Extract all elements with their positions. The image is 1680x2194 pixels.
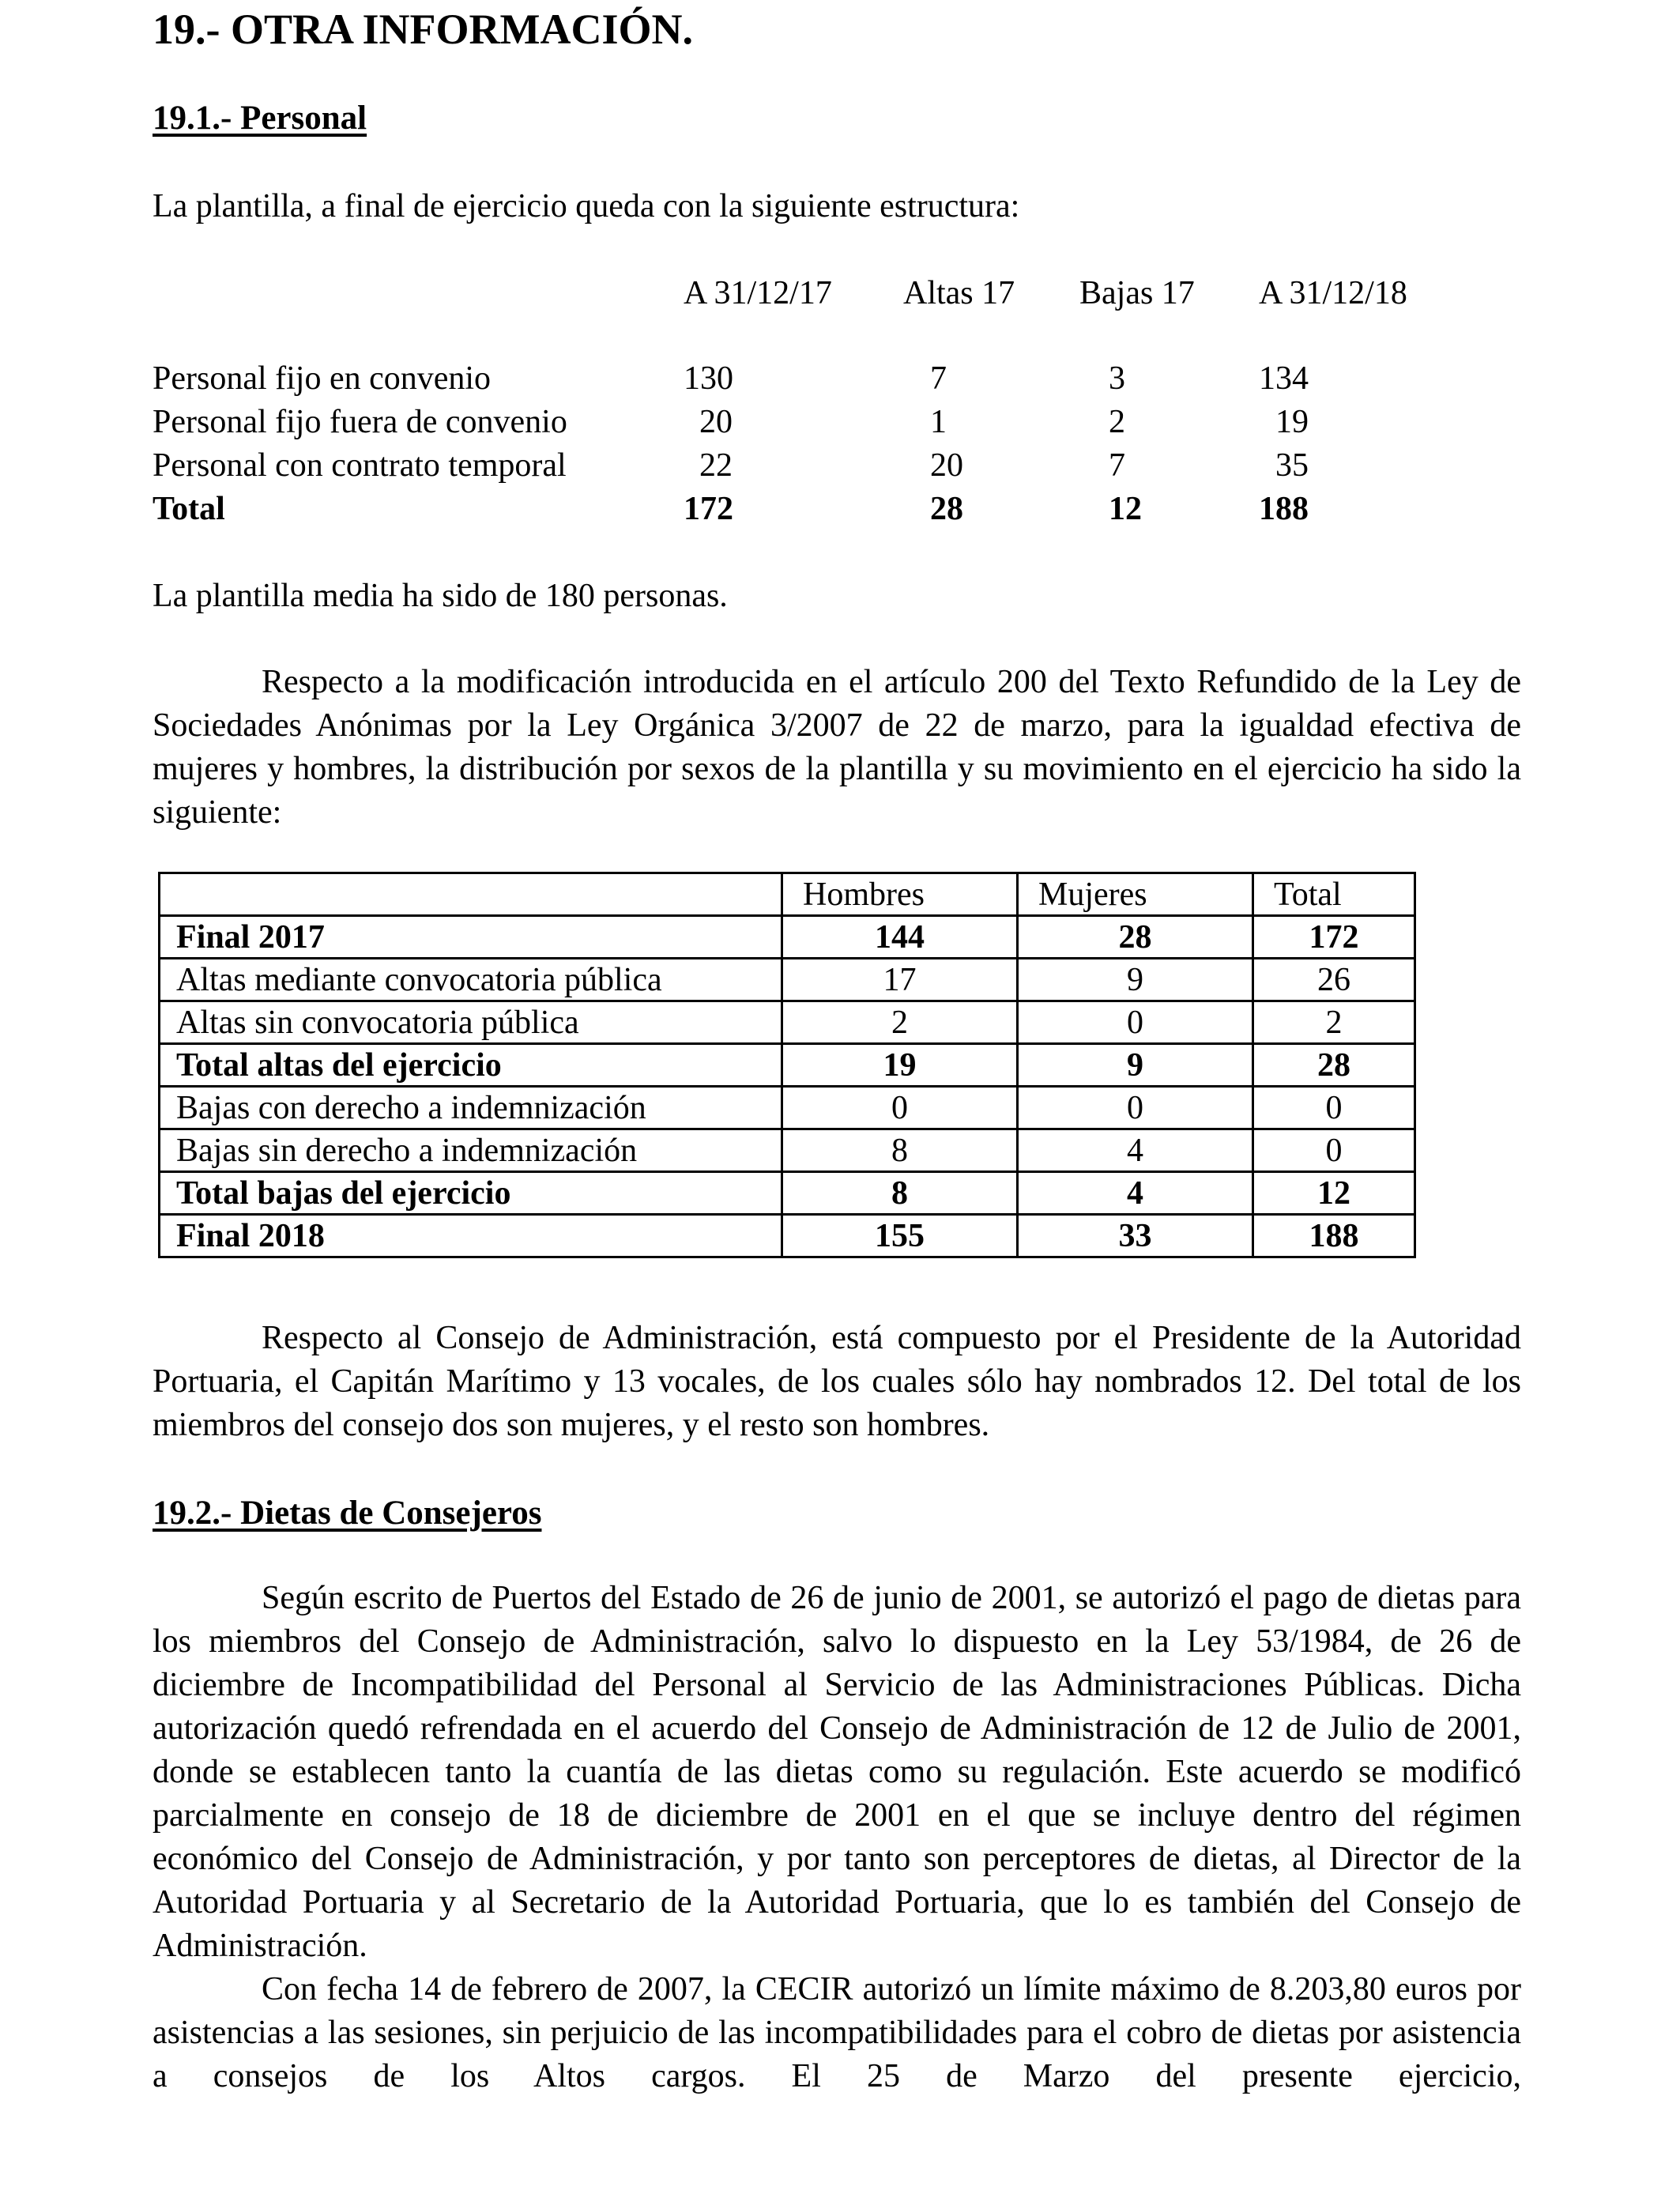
cell: 17	[782, 959, 1018, 1001]
cell: 0	[1253, 1087, 1415, 1129]
row-label: Altas mediante convocatoria pública	[160, 959, 782, 1001]
cell: 144	[782, 916, 1018, 959]
table-row	[160, 1087, 1415, 1129]
staff-header-3: Bajas 17	[1079, 275, 1195, 311]
row-label: Bajas sin derecho a indemnización	[160, 1129, 782, 1172]
dietas-paragraph-1: Según escrito de Puertos del Estado de 26 de junio de 2001, se autorizó el pago de dietas para los miembros del Consejo de Administración, salvo lo dispuesto en la Ley 53/1984, de 26 de diciembre de Incompatibilidad del Personal al Servicio de las Administraciones Públicas. Dicha autorización quedó refrendada en el acuerdo del Consejo de Administración de 12 de Julio de 2001, donde se establecen tanto la cuantía de las dietas como su regulación. Este acuerdo se modificó parcialmente en consejo de 18 de diciembre de 2001 en el que se incluye dentro del régimen económico del Consejo de Administración, y por tanto son perceptores de dietas, al Director de la Autoridad Portuaria y al Secretario de la Autoridad Portuaria, que lo es también del Consejo de Administración.	[153, 1580, 1521, 1964]
staff-cell: 188	[1259, 491, 1309, 527]
staff-row-label: Personal con contrato temporal	[153, 447, 567, 484]
row-label: Total bajas del ejercicio	[160, 1172, 782, 1215]
cell: 0	[1018, 1001, 1253, 1044]
board-paragraph	[153, 1317, 1521, 1447]
dietas-paragraphs	[153, 1577, 1521, 2098]
section-title-dietas: 19.2.- Dietas de Consejeros	[153, 1495, 542, 1532]
staff-cell: 22	[699, 447, 733, 484]
staff-cell: 7	[930, 360, 947, 397]
gender-paragraph-text: Respecto a la modificación introducida en el artículo 200 del Texto Refundido de la Ley de Sociedades Anónimas por la Ley Orgánica 3/2007 de 22 de marzo, para la igualdad efectiva de mujeres y hombres, la distribución por sexos de la plantilla y su movimiento en el ejercicio ha sido la siguiente:	[153, 664, 1521, 831]
staff-cell: 7	[1109, 447, 1125, 484]
staff-cell: 130	[684, 360, 733, 397]
cell: 8	[782, 1129, 1018, 1172]
cell: 0	[782, 1087, 1018, 1129]
staff-cell: 172	[684, 491, 733, 527]
page-heading: 19.- OTRA INFORMACIÓN.	[153, 6, 693, 53]
cell: 19	[782, 1044, 1018, 1087]
cell: 9	[1018, 1044, 1253, 1087]
cell: 33	[1018, 1215, 1253, 1257]
table-row	[160, 1001, 1415, 1044]
cell: 9	[1018, 959, 1253, 1001]
gender-header-hombres: Hombres	[782, 873, 1018, 916]
cell: 188	[1253, 1215, 1415, 1257]
gender-table	[158, 872, 1416, 1258]
staff-cell: 2	[1109, 404, 1125, 440]
staff-cell: 3	[1109, 360, 1125, 397]
row-label: Altas sin convocatoria pública	[160, 1001, 782, 1044]
table-row	[160, 1215, 1415, 1257]
average-staff-text: La plantilla media ha sido de 180 personas.	[153, 578, 728, 614]
table-row	[160, 1044, 1415, 1087]
cell: 0	[1253, 1129, 1415, 1172]
cell: 155	[782, 1215, 1018, 1257]
staff-cell: 19	[1275, 404, 1309, 440]
gender-header-empty	[160, 873, 782, 916]
cell: 12	[1253, 1172, 1415, 1215]
row-label: Bajas con derecho a indemnización	[160, 1087, 782, 1129]
cell: 28	[1018, 916, 1253, 959]
staff-row-label-total: Total	[153, 491, 225, 527]
cell: 8	[782, 1172, 1018, 1215]
staff-cell: 35	[1275, 447, 1309, 484]
cell: 2	[1253, 1001, 1415, 1044]
cell: 4	[1018, 1172, 1253, 1215]
cell: 26	[1253, 959, 1415, 1001]
intro-text: La plantilla, a final de ejercicio queda con la siguiente estructura:	[153, 188, 1020, 224]
cell: 0	[1018, 1087, 1253, 1129]
row-label: Total altas del ejercicio	[160, 1044, 782, 1087]
cell: 28	[1253, 1044, 1415, 1087]
row-label: Final 2017	[160, 916, 782, 959]
board-paragraph-text: Respecto al Consejo de Administración, está compuesto por el Presidente de la Autoridad Portuaria, el Capitán Marítimo y 13 vocales, de los cuales sólo hay nombrados 12. Del total de los miembros del consejo dos son mujeres, y el resto son hombres.	[153, 1320, 1521, 1443]
table-row	[160, 916, 1415, 959]
cell: 2	[782, 1001, 1018, 1044]
table-row	[160, 1172, 1415, 1215]
table-row	[160, 1129, 1415, 1172]
table-row	[160, 959, 1415, 1001]
staff-cell: 28	[930, 491, 963, 527]
staff-cell: 20	[699, 404, 733, 440]
staff-row-label: Personal fijo fuera de convenio	[153, 404, 567, 440]
gender-header-mujeres: Mujeres	[1018, 873, 1253, 916]
staff-header-4: A 31/12/18	[1259, 275, 1407, 311]
cell: 172	[1253, 916, 1415, 959]
row-label: Final 2018	[160, 1215, 782, 1257]
cell: 4	[1018, 1129, 1253, 1172]
section-title-personal: 19.1.- Personal	[153, 100, 367, 137]
staff-cell: 134	[1259, 360, 1309, 397]
staff-cell: 1	[930, 404, 947, 440]
staff-header-1: A 31/12/17	[684, 275, 832, 311]
staff-header-2: Altas 17	[903, 275, 1015, 311]
gender-paragraph	[153, 661, 1521, 835]
gender-header-total: Total	[1253, 873, 1415, 916]
staff-row-label: Personal fijo en convenio	[153, 360, 492, 397]
staff-cell: 12	[1109, 491, 1142, 527]
dietas-paragraph-2: Con fecha 14 de febrero de 2007, la CECIR autorizó un límite máximo de 8.203,80 euros por asistencias a las sesiones, sin perjuicio de las incompatibilidades para el cobro de dietas por asistencia a consejos de los Altos cargos. El 25 de Marzo del presente ejercicio,	[153, 1971, 1521, 2094]
staff-cell: 20	[930, 447, 963, 484]
